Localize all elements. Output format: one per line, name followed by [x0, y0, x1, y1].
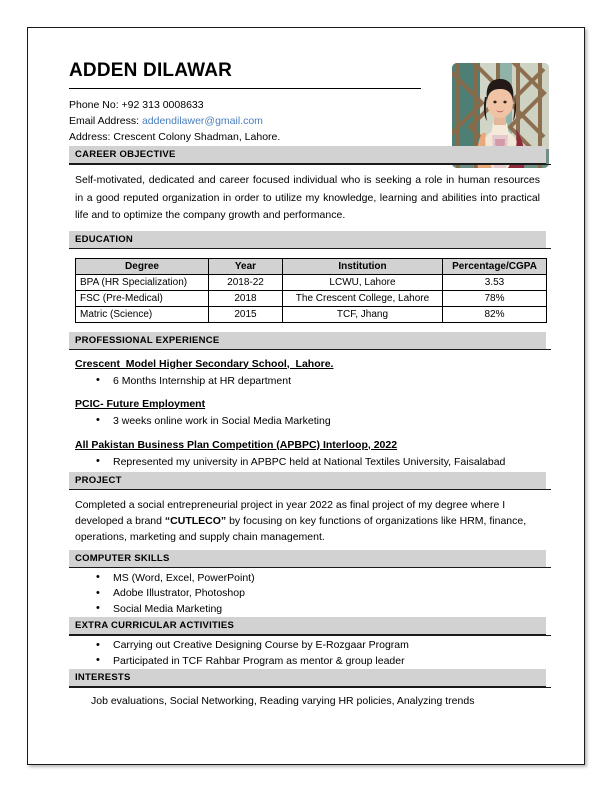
list-item: • Represented my university in APBPC held at National Textiles University, Faisalabad [69, 453, 546, 472]
list-item: • MS (Word, Excel, PowerPoint) [69, 571, 546, 587]
cell-year: 2018 [209, 290, 283, 306]
resume-content [69, 28, 546, 764]
cell-percentage: 82% [443, 306, 547, 322]
page-title: ADDEN DILAWAR [69, 60, 233, 81]
address-label: Address: [69, 130, 111, 143]
table-row [76, 306, 547, 322]
email-value[interactable]: addendilawer@gmail.com [141, 114, 263, 127]
column-header-institution: Institution [283, 258, 443, 274]
experience-bullets-3 [69, 451, 546, 472]
cell-percentage: 3.53 [443, 274, 547, 290]
column-header-percentage: Percentage/CGPA [443, 258, 547, 274]
list-item: • 3 weeks online work in Social Media Marketing [69, 412, 546, 431]
cell-year: 2018-22 [209, 274, 283, 290]
resume-page [27, 27, 585, 765]
table-row [76, 290, 547, 306]
address-value: Crescent Colony Shadman, Lahore. [113, 130, 281, 143]
experience-heading-3: All Pakistan Business Plan Competition (APBPC) Interloop, 2022 [75, 438, 398, 451]
experience-bullets-1 [69, 370, 546, 390]
header-divider [69, 88, 421, 89]
education-table-wrap [69, 249, 546, 332]
cell-institution: LCWU, Lahore [283, 274, 443, 290]
list-item: • Social Media Marketing [69, 602, 546, 618]
column-header-year: Year [209, 258, 283, 274]
table-header-row [76, 258, 547, 274]
table-row [76, 274, 547, 290]
education-table [75, 258, 547, 323]
extra-curricular-list [69, 635, 546, 669]
section-header-computer-skills: COMPUTER SKILLS [69, 550, 546, 568]
cell-year: 2015 [209, 306, 283, 322]
cell-institution: The Crescent College, Lahore [283, 290, 443, 306]
computer-skills-list [69, 568, 546, 618]
list-item: • Carrying out Creative Designing Course by E-Rozgaar Program [69, 638, 546, 654]
cell-degree: BPA (HR Specialization) [76, 274, 209, 290]
phone-label: Phone No: [69, 98, 119, 111]
section-header-education: EDUCATION [69, 231, 546, 249]
experience-heading-1: Crescent Model Higher Secondary School, Lahore. [75, 357, 334, 370]
section-header-interests: INTERESTS [69, 669, 546, 687]
section-header-project: PROJECT [69, 472, 546, 490]
project-text-before: Completed a social entrepreneurial project in year 2022 as final project of my degree where I developed a brand [75, 498, 506, 527]
project-brand: “CUTLECO” [164, 514, 227, 527]
section-header-career-objective: CAREER OBJECTIVE [69, 146, 546, 164]
experience-bullets-2 [69, 410, 546, 431]
experience-heading-2: PCIC- Future Employment [75, 397, 206, 410]
list-item: • 6 Months Internship at HR department [69, 373, 546, 390]
interests-text: Job evaluations, Social Networking, Reading varying HR policies, Analyzing trends [91, 695, 475, 707]
list-item: • Adobe Illustrator, Photoshop [69, 586, 546, 602]
cell-institution: TCF, Jhang [283, 306, 443, 322]
phone-value: +92 313 0008633 [121, 98, 204, 111]
career-objective-text: Self-motivated, dedicated and career focused individual who is seeking a role in human resources in a good reputed organization in order to utilize my knowledge, learning and abilities into practical life and to optimize the company growth and performance. [75, 174, 540, 221]
cell-percentage: 78% [443, 290, 547, 306]
section-header-extra-curricular: EXTRA CURRICULAR ACTIVITIES [69, 617, 546, 635]
project-text-after: by focusing on key functions of organizations like HRM, finance, operations, marketing and supply chain management. [75, 514, 527, 543]
email-label: Email Address: [69, 114, 140, 127]
list-item: • Participated in TCF Rahbar Program as mentor & group leader [69, 654, 546, 670]
resume-header [69, 28, 546, 146]
cell-degree: Matric (Science) [76, 306, 209, 322]
section-header-professional-experience: PROFESSIONAL EXPERIENCE [69, 332, 546, 350]
cell-degree: FSC (Pre-Medical) [76, 290, 209, 306]
column-header-degree: Degree [76, 258, 209, 274]
project-text [69, 490, 546, 550]
